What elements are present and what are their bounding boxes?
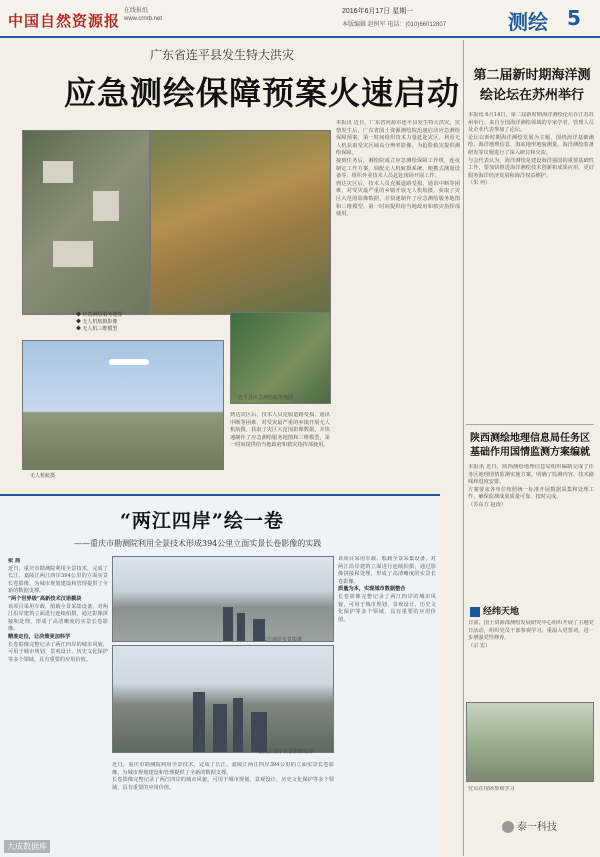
column-divider <box>463 40 464 856</box>
map-caption: 连平县应急测绘服务地图 <box>238 395 294 401</box>
yangtze-panorama-photo <box>112 556 334 642</box>
issue-date: 2016年6月17日 星期一 <box>342 8 414 15</box>
wechat-watermark: 泰一科技 <box>502 818 557 833</box>
emergency-map-photo <box>22 130 150 315</box>
lead-body-cont: 到达灾区后，技术人员克服道路受损、通讯中断等困难，对受灾最严重的乡镇开展无人机航摄，获取了灾区大范围影像数据，并快速制作了应急测绘服务地图和三维模型，第一时间提供给当地政府和救灾指挥部使用。 <box>230 412 330 449</box>
lead-kicker: 广东省连平县发生特大洪灾 <box>150 48 295 62</box>
wechat-icon <box>502 821 514 833</box>
corner-logo: 大成数据库 <box>4 840 50 853</box>
jialing-panorama-photo <box>112 645 334 753</box>
panorama-caption-b: 嘉陵江北岸实景影像局部 <box>258 749 314 755</box>
masthead <box>0 0 600 38</box>
paper-name: 中国自然资源报 <box>8 12 121 30</box>
feature-title: “两江四岸”绘一卷 <box>120 510 284 532</box>
sidebar-caption: 党员在现场参观学习 <box>468 786 515 792</box>
photo-legend <box>76 312 122 333</box>
editor-meta: 本版编辑 赵树军 电话：(010)66012807 <box>342 22 447 28</box>
page-number: 5 <box>567 6 581 30</box>
forum-body: 本报讯 6月14日，第二届新时期海洋测绘论坛在江苏苏州举行。来自全国海洋测绘领域的专家学者、管理人员及企业代表参加了论坛。 论坛以新时期海洋测绘发展为主题，围绕海洋基础测绘、海洋地理信息、海底地形地貌测量、海洋测绘装备研发等议题进行了深入研讨和交流。 与会代表认为，海洋测绘是建设海洋强国的重要基础性工作，要加快推进海洋测绘技术创新和成果应用，更好服务海洋经济发展和海洋权益维护。 （朱 何） <box>468 112 594 187</box>
shaanxi-body: 本报讯 近日，陕西测绘地理信息局组织编制完成了任务区地理国情监测实施方案，明确了监测内容、技术路线和进度安排。 方案要求各单位按照统一标准开展数据采集和处理工作，确保监测成果质量可靠、按时完成。 （苏东方 赵涛） <box>468 464 594 508</box>
column-tag-icon <box>470 607 480 617</box>
flood-aerial-photo <box>150 130 331 315</box>
legend-item: ◆ 应急测绘服务地图 <box>76 312 123 318</box>
feature-body-left: 张 茜 近日，重庆市勘测院利用全景技术，完成了长江、嘉陵江两江四岸394公里的立面实景长卷影像，为城市规划建设和管理提供了全新的数据支撑。 “两个世界级”高新技术汉语模块 该项目采用车载、船载全景采集设备，对两江沿岸建筑立面进行连续拍摄，通过影像拼接和处理，形成了高清晰度的实景长卷影像。 精准定位，让决策更加科学 长卷影像完整记录了两江四岸的城市风貌，可用于城市规划、景观设计、历史文化保护等多个领域，具有重要的应用价值。 <box>8 558 108 663</box>
edition-url[interactable]: www.crnrb.net <box>124 16 163 22</box>
forum-headline: 第二届新时期海洋测绘论坛在苏州举行 <box>473 68 591 103</box>
section-divider <box>466 424 594 425</box>
feature-subtitle: ——重庆市勘测院利用全景技术形成394公里立面实景长卷影像的实践 <box>74 539 322 548</box>
feature-body-right: 该项目采用车载、船载全景采集设备，对两江沿岸建筑立面进行连续拍摄，通过影像拼接和处理，形成了高清晰度的实景长卷影像。 质量为本，实现城市数据整合 长卷影像完整记录了两江四岸的城市风貌，可用于城市规划、景观设计、历史文化保护等多个领域，具有重要的应用价值。 <box>338 556 436 623</box>
drone-caption: 无人机航摄 <box>30 473 56 479</box>
edition-info <box>124 7 162 23</box>
column-tag: 经纬天地 <box>470 604 519 617</box>
panorama-caption-a: 长江南岸实景影像 <box>262 637 303 643</box>
lead-headline: 应急测绘保障预案火速启动 <box>64 74 461 112</box>
edition-label: 在线报纸 <box>124 8 149 14</box>
feature-body-bottom: 近日，重庆市勘测院利用全景技术，完成了长江、嘉陵江两江四岸394公里的立面实景长卷影像，为城市规划建设和管理提供了全新的数据支撑。 长卷影像完整记录了两江四岸的城市风貌，可用于城市规划、景观设计、历史文化保护等多个领域，具有重要的应用价值。 <box>112 762 334 791</box>
shaanxi-headline: 陕西测绘地理信息局任务区基础作用国情监测方案编就 <box>470 433 590 458</box>
party-activity-photo <box>466 702 594 782</box>
legend-item: ◆ 无人机航摄影像 <box>76 319 118 325</box>
legend-item: ◆ 无人机三维模型 <box>76 326 118 332</box>
lead-body: 本报讯 近日，广东省河源市连平县发生特大洪灾，灾情发生后，广东省国土资源测绘院迅速启动应急测绘保障预案，第一时间组织技术力量赶赴灾区，利用无人机获取受灾区域高分辨率影像，为抢险救灾提供测绘保障。 接到任务后，测绘院成立应急测绘保障工作组，连夜制定工作方案，调配无人机航摄系统、便携式测量设备等，组织外业技术人员赶赴现场开展工作。 到达灾区后，技术人员克服道路受损、通讯中断等困难，对受灾最严重的乡镇开展无人机航摄，获取了灾区大范围影像数据，并快速制作了应急测绘服务地图和三维模型，第一时间提供给当地政府和救灾指挥部使用。 <box>336 120 460 218</box>
drone-icon <box>109 359 149 365</box>
3d-model-photo <box>230 312 331 404</box>
section-name: 测绘 <box>508 10 548 34</box>
sidebar-body: 日前，国土资源部测绘发展研究中心组织开展了主题党日活动，组织党员干部参观学习，重温入党誓词，进一步增强党性修养。 （宗 宏） <box>468 620 594 649</box>
drone-survey-photo <box>22 340 224 470</box>
